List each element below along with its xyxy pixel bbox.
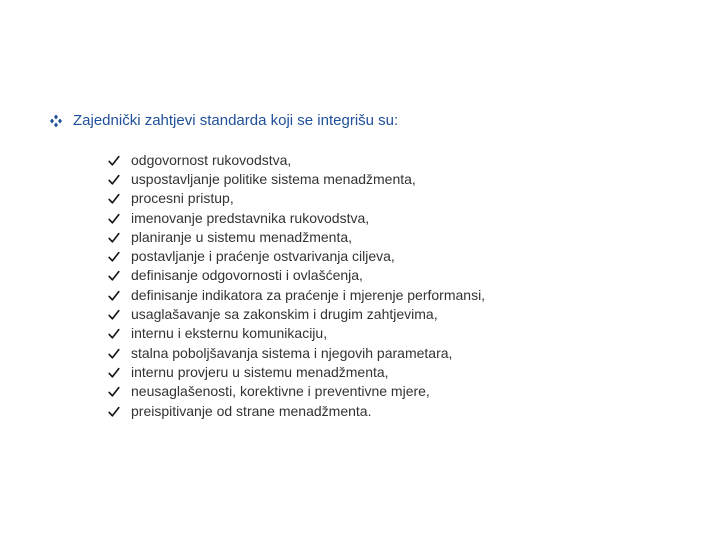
list-item-text: internu i eksternu komunikaciju, [131, 325, 328, 342]
checkmark-icon [108, 366, 120, 378]
checkmark-icon [108, 405, 120, 417]
slide-heading [49, 111, 398, 131]
list-item-text: preispitivanje od strane menadžmenta. [131, 402, 372, 419]
checkmark-icon [108, 289, 120, 301]
list-item [108, 362, 485, 381]
list-item [108, 227, 485, 246]
list-item [108, 343, 485, 362]
list-item-text: internu provjeru u sistemu menadžmenta, [131, 363, 389, 380]
diamond-dots-icon [49, 114, 63, 128]
checkmark-icon [108, 308, 120, 320]
list-item-text: uspostavljanje politike sistema menadžmenta, [131, 170, 416, 187]
list-item [108, 189, 485, 208]
list-item [108, 401, 485, 420]
checkmark-icon [108, 269, 120, 281]
list-item-text: stalna poboljšavanja sistema i njegovih parametara, [131, 344, 453, 361]
checkmark-icon [108, 192, 120, 204]
checkmark-icon [108, 385, 120, 397]
checkmark-icon [108, 212, 120, 224]
list-item-text: definisanje odgovornosti i ovlašćenja, [131, 267, 363, 284]
list-item [108, 382, 485, 401]
list-item [108, 324, 485, 343]
checkmark-icon [108, 173, 120, 185]
list-item [108, 169, 485, 188]
checkmark-icon [108, 250, 120, 262]
list-item-text: odgovornost rukovodstva, [131, 151, 292, 168]
list-item-text: imenovanje predstavnika rukovodstva, [131, 209, 370, 226]
checkmark-icon [108, 154, 120, 166]
heading-text: Zajednički zahtjevi standarda koji se integrišu su: [73, 112, 399, 129]
list-item-text: usaglašavanje sa zakonskim i drugim zahtjevima, [131, 306, 438, 323]
list-item [108, 266, 485, 285]
list-item-text: procesni pristup, [131, 190, 234, 207]
list-item [108, 285, 485, 304]
requirements-list [108, 150, 485, 420]
list-item [108, 150, 485, 169]
list-item [108, 246, 485, 265]
list-item-text: postavljanje i praćenje ostvarivanja ciljeva, [131, 248, 395, 265]
checkmark-icon [108, 231, 120, 243]
list-item [108, 208, 485, 227]
list-item [108, 304, 485, 323]
list-item-text: planiranje u sistemu menadžmenta, [131, 228, 353, 245]
checkmark-icon [108, 327, 120, 339]
checkmark-icon [108, 347, 120, 359]
list-item-text: definisanje indikatora za praćenje i mjerenje performansi, [131, 286, 486, 303]
list-item-text: neusaglašenosti, korektivne i preventivne mjere, [131, 383, 430, 400]
